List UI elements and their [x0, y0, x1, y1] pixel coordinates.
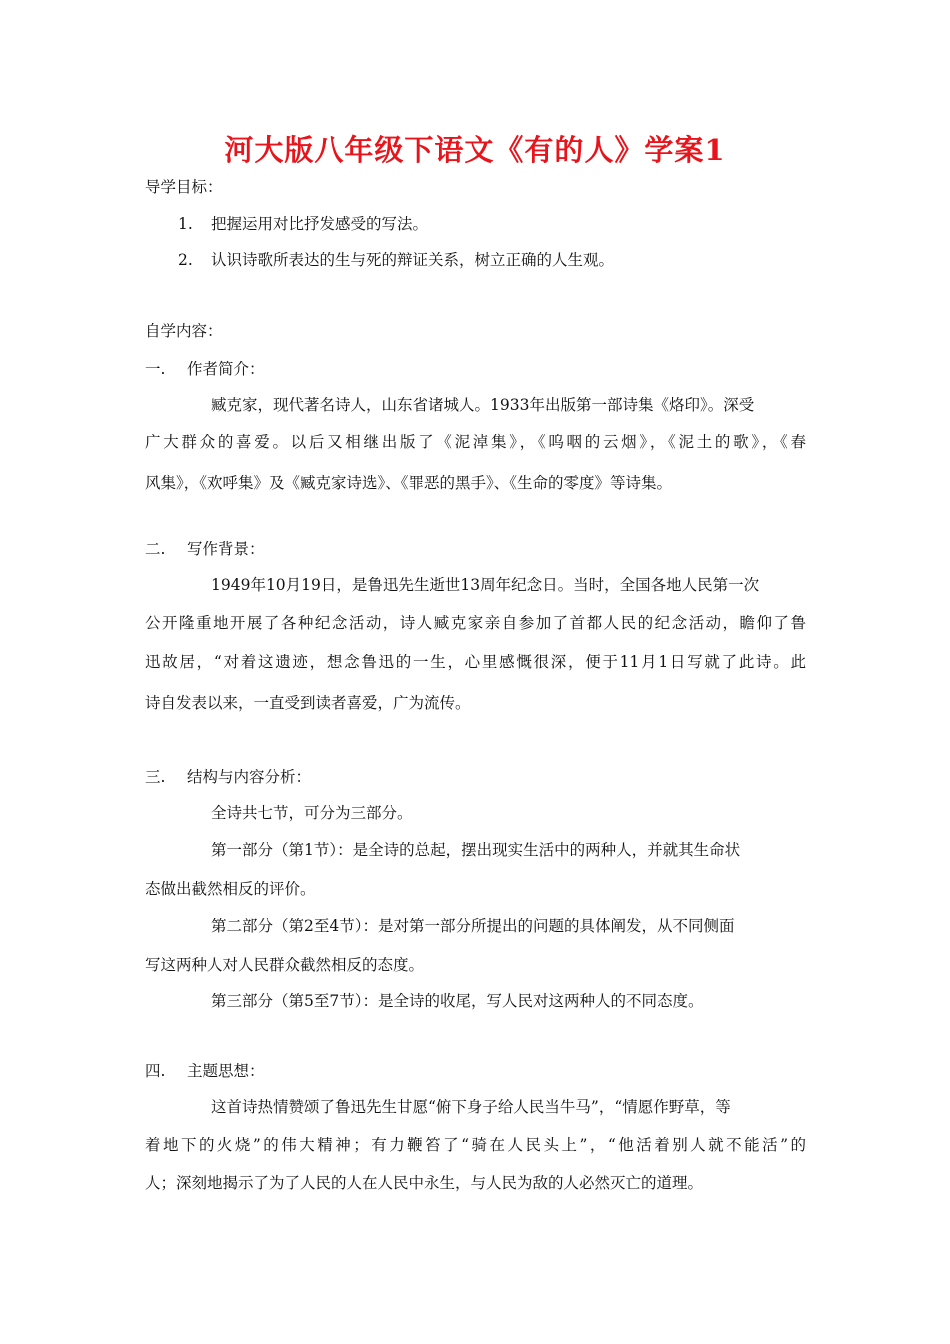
section-number: 一. [145, 360, 166, 378]
section-number: 四. [145, 1062, 166, 1080]
self-study-heading: 自学内容： [145, 322, 223, 340]
paragraph-line: 广大群众的喜爱。以后又相继出版了《泥淖集》，《呜咽的云烟》，《泥土的歌》，《春 [145, 433, 806, 451]
paragraph-line: 臧克家，现代著名诗人，山东省诸城人。1933年出版第一部诗集《烙印》。深受 [211, 396, 755, 414]
paragraph-line: 第二部分（第2至4节）：是对第一部分所提出的问题的具体阐发，从不同侧面 [211, 917, 735, 935]
paragraph-line: 人；深刻地揭示了为了人民的人在人民中永生，与人民为敌的人必然灭亡的道理。 [145, 1174, 704, 1192]
goal-item: 认识诗歌所表达的生与死的辩证关系，树立正确的人生观。 [211, 251, 615, 269]
paragraph-line: 写这两种人对人民群众截然相反的态度。 [145, 956, 425, 974]
paragraph-line: 第三部分（第5至7节）：是全诗的收尾，写人民对这两种人的不同态度。 [211, 992, 704, 1010]
paragraph-line: 第一部分（第1节）：是全诗的总起，摆出现实生活中的两种人，并就其生命状 [211, 841, 741, 859]
paragraph-line: 风集》，《欢呼集》及《臧克家诗选》、《罪恶的黑手》、《生命的零度》等诗集。 [145, 474, 673, 492]
section-title: 写作背景： [187, 540, 265, 558]
page-title: 河大版八年级下语文《有的人》学案1 [224, 133, 726, 167]
paragraph-line: 全诗共七节，可分为三部分。 [211, 804, 413, 822]
section-number: 二. [145, 540, 166, 558]
goal-item: 把握运用对比抒发感受的写法。 [211, 215, 429, 233]
paragraph-line: 诗自发表以来，一直受到读者喜爱，广为流传。 [145, 694, 471, 712]
section-number: 三. [145, 768, 166, 786]
paragraph-line: 这首诗热情赞颂了鲁迅先生甘愿“俯下身子给人民当牛马”，“情愿作野草，等 [211, 1098, 731, 1116]
section-title: 作者简介： [187, 360, 265, 378]
section-title: 结构与内容分析： [187, 768, 312, 786]
goal-number: 2. [178, 251, 193, 269]
paragraph-line: 态做出截然相反的评价。 [145, 880, 316, 898]
paragraph-line: 1949年10月19日，是鲁迅先生逝世13周年纪念日。当时，全国各地人民第一次 [211, 576, 760, 594]
paragraph-line: 着地下的火烧”的伟大精神；有力鞭笞了“骑在人民头上”，“他活着别人就不能活”的 [145, 1136, 806, 1154]
paragraph-line: 迅故居，“对着这遗迹，想念鲁迅的一生，心里感慨很深，便于11月1日写就了此诗。此 [145, 653, 806, 671]
goal-number: 1. [178, 215, 193, 233]
paragraph-line: 公开隆重地开展了各种纪念活动，诗人臧克家亲自参加了首都人民的纪念活动，瞻仰了鲁 [145, 614, 806, 632]
goals-heading: 导学目标： [145, 178, 223, 196]
section-title: 主题思想： [187, 1062, 265, 1080]
